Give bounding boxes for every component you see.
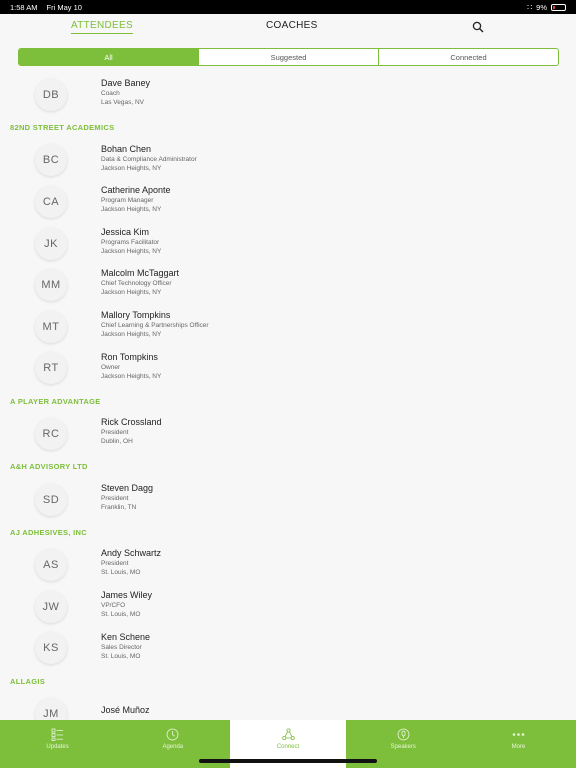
attendee-row[interactable] [0, 628, 576, 670]
avatar: CA [35, 186, 67, 218]
tab-attendees[interactable]: ATTENDEES [71, 20, 133, 34]
home-indicator [199, 759, 377, 763]
attendee-title: Coach [101, 90, 120, 97]
attendee-name: Andy Schwartz [101, 548, 162, 559]
attendee-name: Jessica Kim [101, 226, 150, 237]
updates-icon [51, 728, 64, 741]
attendee-name: José Muñoz [101, 705, 150, 716]
company-section-header: ALLAGIS [10, 676, 46, 686]
attendee-location: St. Louis, MO [101, 569, 141, 577]
attendee-location: Jackson Heights, NY [101, 206, 162, 214]
attendee-row[interactable] [0, 413, 576, 455]
tab-speakers-label: Speakers [390, 744, 416, 750]
attendee-row[interactable] [0, 223, 576, 265]
avatar: JK [35, 228, 67, 260]
attendee-location: Las Vegas, NV [101, 99, 144, 106]
clock-icon [166, 728, 179, 741]
status-time: 1:58 AM [10, 2, 38, 12]
more-dots-icon [512, 728, 525, 741]
connect-icon [282, 728, 295, 741]
wifi-icon: ∷ [527, 2, 533, 12]
speakers-icon [397, 728, 410, 741]
attendee-name: Mallory Tompkins [101, 309, 171, 320]
battery-icon [551, 4, 566, 11]
attendee-location: Jackson Heights, NY [101, 372, 162, 380]
avatar: JM [35, 698, 67, 720]
attendee-name: Ken Schene [101, 631, 151, 642]
attendee-title: Program Manager [101, 197, 154, 205]
company-section-header: AJ ADHESIVES, INC [10, 527, 87, 537]
filter-segmented-control [18, 48, 559, 66]
company-section-header: 82ND STREET ACADEMICS [10, 123, 115, 133]
attendee-title: President [101, 429, 129, 437]
tab-more[interactable] [461, 720, 576, 768]
tab-more-label: More [511, 744, 526, 750]
attendee-title: Programs Facilitator [101, 238, 160, 246]
attendee-row[interactable] [0, 306, 576, 348]
attendee-row[interactable] [0, 348, 576, 390]
avatar: SD [35, 484, 67, 516]
tab-coaches[interactable]: COACHES [266, 20, 318, 31]
attendee-row[interactable] [0, 586, 576, 628]
attendee-title: Data & Compliance Administrator [101, 155, 197, 163]
avatar: MT [35, 311, 67, 343]
attendee-location: St. Louis, MO [101, 610, 141, 618]
avatar: RT [35, 352, 67, 384]
tab-agenda-label: Agenda [162, 744, 184, 750]
attendee-name: Steven Dagg [101, 482, 154, 493]
avatar: KS [35, 632, 67, 664]
status-date: Fri May 10 [46, 2, 82, 12]
avatar: MM [35, 269, 67, 301]
tab-connect-label: Connect [276, 744, 300, 750]
status-bar [0, 0, 576, 14]
top-tab-bar [0, 14, 576, 40]
company-section-header: A&H ADVISORY LTD [10, 462, 88, 472]
attendee-title: Owner [101, 363, 121, 371]
avatar: BC [35, 144, 67, 176]
attendee-title: Chief Learning & Partnerships Officer [101, 321, 209, 329]
attendee-row[interactable] [0, 264, 576, 306]
attendee-list [0, 74, 576, 720]
avatar: JW [35, 591, 67, 623]
attendee-name: Dave Baney [101, 78, 151, 88]
attendee-row[interactable] [0, 74, 576, 116]
avatar: RC [35, 418, 67, 450]
avatar: AS [35, 549, 67, 581]
attendee-location: Franklin, TN [101, 503, 137, 511]
attendee-row[interactable] [0, 181, 576, 223]
segment-all[interactable]: All [19, 49, 198, 65]
attendee-location: St. Louis, MO [101, 652, 141, 660]
segment-connected[interactable]: Connected [378, 49, 558, 65]
attendee-location: Jackson Heights, NY [101, 164, 162, 172]
avatar: DB [35, 79, 67, 111]
attendee-title: President [101, 560, 129, 568]
attendee-row[interactable] [0, 693, 576, 720]
tab-updates-label: Updates [46, 744, 69, 750]
attendee-location: Jackson Heights, NY [101, 247, 162, 255]
attendee-name: Bohan Chen [101, 143, 152, 154]
attendee-location: Jackson Heights, NY [101, 330, 162, 338]
company-section-header: A PLAYER ADVANTAGE [10, 396, 101, 406]
battery-percent: 9% [536, 2, 547, 12]
attendee-row[interactable] [0, 544, 576, 586]
attendee-name: Ron Tompkins [101, 351, 158, 362]
segment-suggested[interactable]: Suggested [198, 49, 378, 65]
attendee-title: Sales Director [101, 643, 142, 651]
attendee-name: James Wiley [101, 589, 153, 600]
search-icon[interactable] [472, 20, 484, 32]
attendee-row[interactable] [0, 140, 576, 182]
tab-updates[interactable] [0, 720, 115, 768]
attendee-name: Malcolm McTaggart [101, 268, 180, 279]
attendee-name: Rick Crossland [101, 417, 162, 428]
attendee-location: Dublin, OH [101, 438, 133, 446]
attendee-row[interactable] [0, 479, 576, 521]
attendee-title: Chief Technology Officer [101, 280, 172, 288]
attendee-location: Jackson Heights, NY [101, 289, 162, 297]
attendee-title: President [101, 494, 129, 502]
attendee-title: VP/CFO [101, 601, 126, 609]
attendee-name: Catherine Aponte [101, 185, 171, 196]
